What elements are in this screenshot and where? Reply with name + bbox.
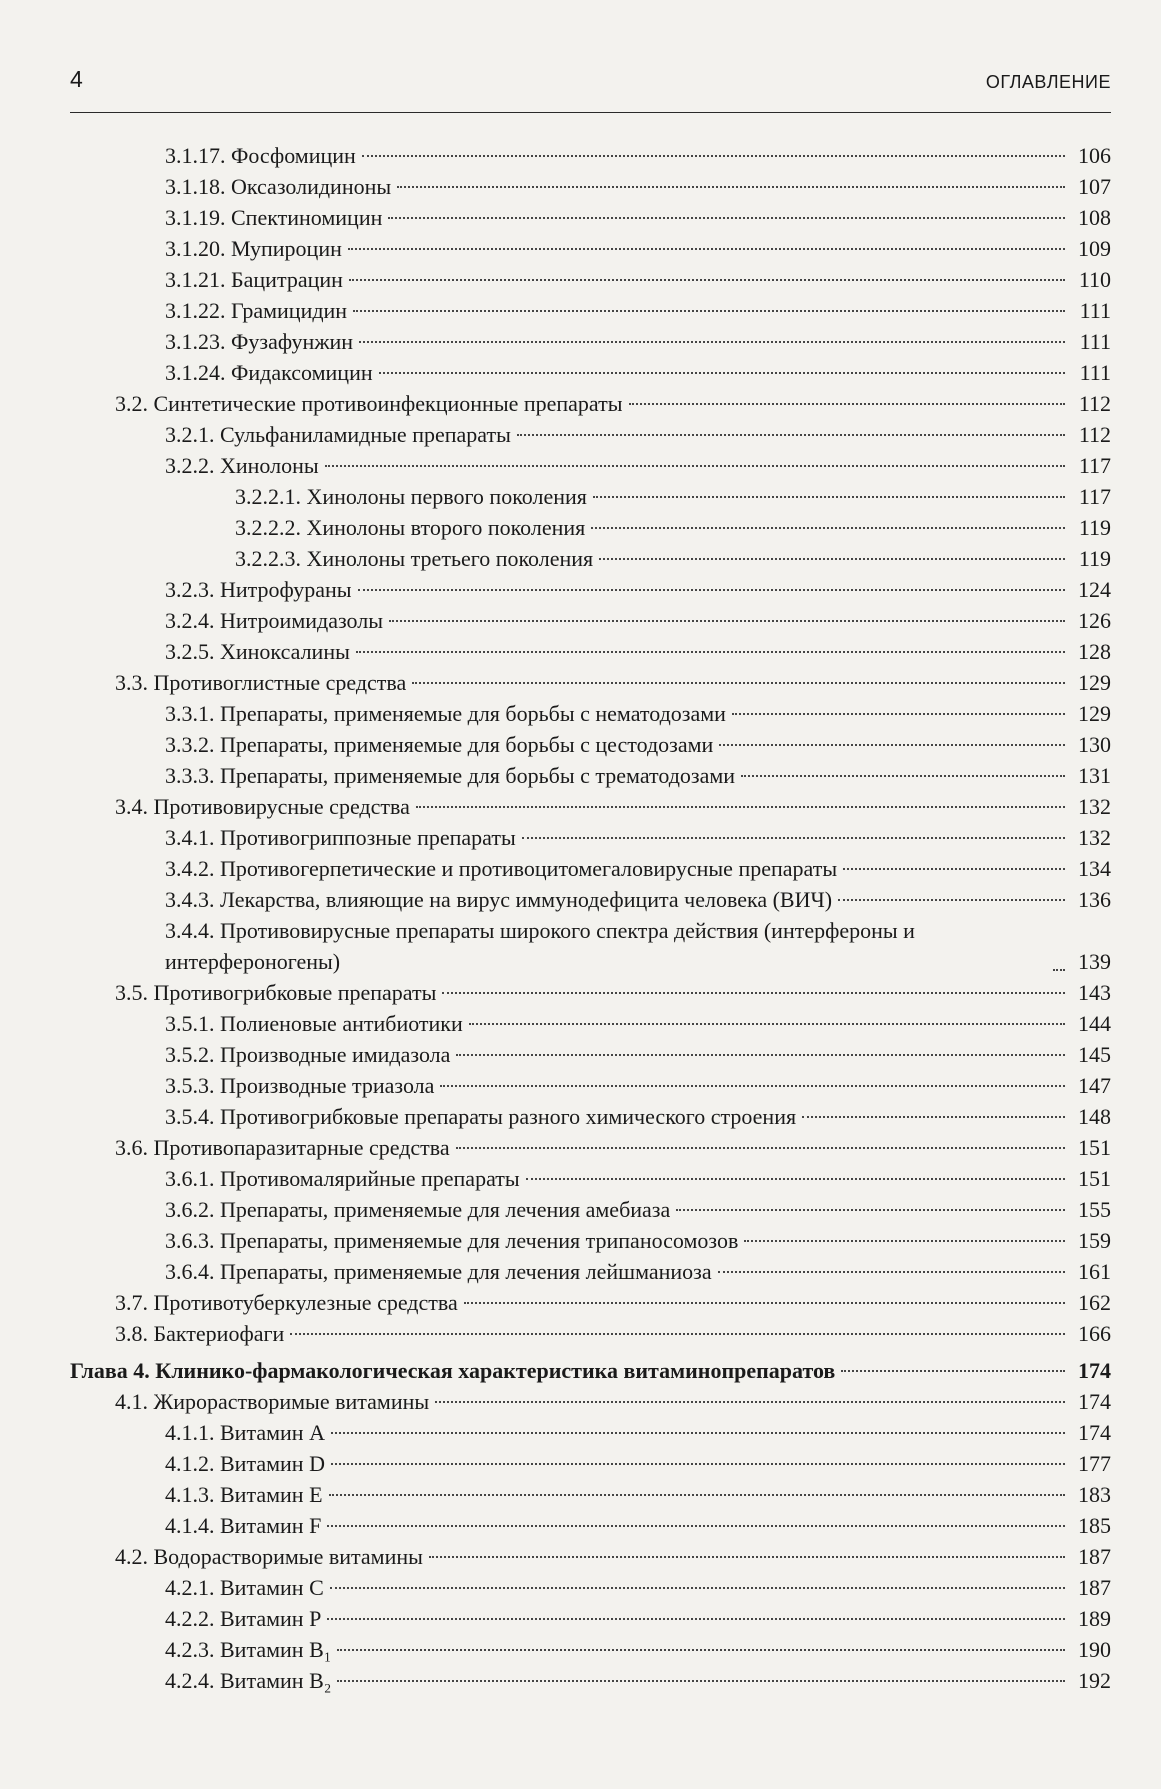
dot-leader (330, 1587, 1065, 1589)
toc-entry-page: 143 (1078, 980, 1111, 1005)
dot-leader (593, 496, 1065, 498)
toc-entry-page: 108 (1078, 205, 1111, 230)
toc-entry-title: 3.2.2.3. Хинолоны третьего поколения (235, 546, 594, 571)
dot-leader (397, 186, 1065, 188)
dot-leader (349, 279, 1065, 281)
header-rule (70, 112, 1111, 113)
toc-entry-page: 106 (1078, 143, 1111, 168)
dot-leader (359, 341, 1065, 343)
toc-entry-page: 134 (1078, 856, 1111, 881)
toc-entry (0, 791, 1161, 822)
dot-leader (802, 1116, 1065, 1118)
toc-entry-title: 3.7. Противотуберкулезные средства (115, 1290, 458, 1315)
dot-leader (522, 837, 1065, 839)
toc-entry-page: 166 (1078, 1321, 1111, 1346)
toc-entry-title: 3.2. Синтетические противоинфекционные препараты (115, 391, 623, 416)
toc-entry-title: 3.2.2. Хинолоны (165, 453, 319, 478)
toc-entry-page: 119 (1078, 515, 1111, 540)
dot-leader (517, 434, 1065, 436)
toc-entry-page: 112 (1078, 391, 1111, 416)
dot-leader (389, 620, 1065, 622)
toc-entry-title: 3.4.4. Противовирусные препараты широкого спектра действия (интерфероны и интерфероногены) (165, 918, 915, 974)
toc-entry-title: 4.2.1. Витамин C (165, 1575, 324, 1600)
toc-entry (0, 1163, 1161, 1194)
toc-entry (0, 1541, 1161, 1572)
toc-entry-page: 177 (1078, 1451, 1111, 1476)
dot-leader (744, 1240, 1065, 1242)
toc-entry (0, 1287, 1161, 1318)
toc-entry-title: 3.6.3. Препараты, применяемые для лечения трипаносомозов (165, 1228, 739, 1253)
toc-entry-title: 3.1.23. Фузафунжин (165, 329, 354, 354)
toc-entry-page: 129 (1078, 670, 1111, 695)
dot-leader (469, 1023, 1065, 1025)
dot-leader (1053, 969, 1065, 971)
dot-leader (838, 899, 1065, 901)
toc-entry-page: 185 (1078, 1513, 1111, 1538)
dot-leader (599, 558, 1065, 560)
toc-entry-title: 3.5.1. Полиеновые антибиотики (165, 1011, 463, 1036)
toc-entry (0, 1070, 1161, 1101)
toc-entry-page: 148 (1078, 1104, 1111, 1129)
toc-entry (0, 760, 1161, 791)
toc-entry-page: 109 (1078, 236, 1111, 261)
toc-entry (0, 326, 1161, 357)
toc-entry (0, 295, 1161, 326)
toc-entry (0, 388, 1161, 419)
toc-entry-page: 124 (1078, 577, 1111, 602)
toc-entry-title: 3.3. Противоглистные средства (115, 670, 407, 695)
toc-entry (0, 450, 1161, 481)
toc-entry-title: 3.2.2.1. Хинолоны первого поколения (235, 484, 587, 509)
toc-entry-page: 110 (1078, 267, 1111, 292)
toc-entry-page: 132 (1078, 825, 1111, 850)
dot-leader (629, 403, 1065, 405)
toc-entry-title: 3.5.2. Производные имидазола (165, 1042, 451, 1067)
toc-chapter-entry (0, 1355, 1161, 1386)
toc-entry (0, 1256, 1161, 1287)
toc-entry (0, 884, 1161, 915)
toc-entry-title: 3.3.1. Препараты, применяемые для борьбы с нематодозами (165, 701, 726, 726)
toc-entry-title: 3.5. Противогрибковые препараты (115, 980, 437, 1005)
toc-entry-title: 3.2.3. Нитрофураны (165, 577, 352, 602)
toc-entry (0, 202, 1161, 233)
toc-entry-title: 3.1.21. Бацитрацин (165, 267, 343, 292)
dot-leader (331, 1463, 1065, 1465)
toc-entry (0, 233, 1161, 264)
toc-entry-page: 130 (1078, 732, 1111, 757)
toc-entry-page: 145 (1078, 1042, 1111, 1067)
dot-leader (356, 651, 1065, 653)
toc-entry (0, 140, 1161, 171)
table-of-contents (0, 140, 1161, 1696)
toc-entry (0, 543, 1161, 574)
toc-entry-page: 117 (1078, 453, 1111, 478)
toc-entry-title: 4.2.4. Витамин B₂ (165, 1668, 332, 1693)
toc-entry (0, 419, 1161, 450)
toc-entry-title: 3.4.3. Лекарства, влияющие на вирус иммунодефицита человека (ВИЧ) (165, 887, 833, 912)
toc-entry-title: 3.3.2. Препараты, применяемые для борьбы с цестодозами (165, 732, 714, 757)
toc-entry-page: 126 (1078, 608, 1111, 633)
toc-entry-title: 4.2.2. Витамин P (165, 1606, 322, 1631)
toc-entry-page: 187 (1078, 1575, 1111, 1600)
toc-entry-page: 147 (1078, 1073, 1111, 1098)
dot-leader (325, 465, 1065, 467)
dot-leader (456, 1054, 1065, 1056)
toc-entry-page: 151 (1078, 1135, 1111, 1160)
toc-entry (0, 1008, 1161, 1039)
toc-entry-page: 159 (1078, 1228, 1111, 1253)
toc-entry-title: 3.6.1. Противомалярийные препараты (165, 1166, 520, 1191)
toc-entry-title: 4.1.3. Витамин E (165, 1482, 323, 1507)
toc-entry (0, 1572, 1161, 1603)
dot-leader (337, 1649, 1065, 1651)
toc-entry (0, 1417, 1161, 1448)
dot-leader (379, 372, 1065, 374)
toc-entry-title: 3.5.4. Противогрибковые препараты разного химического строения (165, 1104, 797, 1129)
toc-entry-title: 4.1.4. Витамин F (165, 1513, 322, 1538)
dot-leader (732, 713, 1065, 715)
toc-entry (0, 1101, 1161, 1132)
toc-entry-page: 155 (1078, 1197, 1111, 1222)
dot-leader (388, 217, 1065, 219)
toc-entry (0, 1665, 1161, 1696)
toc-entry (0, 1039, 1161, 1070)
toc-entry-page: 136 (1078, 887, 1111, 912)
dot-leader (362, 155, 1065, 157)
toc-entry (0, 667, 1161, 698)
page-number: 4 (70, 66, 83, 92)
dot-leader (435, 1401, 1065, 1403)
toc-entry (0, 264, 1161, 295)
dot-leader (841, 1370, 1065, 1372)
toc-entry-title: 3.5.3. Производные триазола (165, 1073, 435, 1098)
dot-leader (718, 1271, 1065, 1273)
toc-entry (0, 605, 1161, 636)
toc-entry-title: 3.1.20. Мупироцин (165, 236, 342, 261)
running-head: ОГЛАВЛЕНИЕ (985, 72, 1111, 92)
toc-entry-page: 187 (1078, 1544, 1111, 1569)
dot-leader (412, 682, 1065, 684)
toc-entry (0, 977, 1161, 1008)
toc-entry (0, 1386, 1161, 1417)
toc-entry-title: 3.6. Противопаразитарные средства (115, 1135, 450, 1160)
toc-entry-page: 174 (1078, 1358, 1111, 1383)
toc-entry-title: 3.2.2.2. Хинолоны второго поколения (235, 515, 586, 540)
toc-entry-page: 117 (1078, 484, 1111, 509)
toc-entry-page: 192 (1078, 1668, 1111, 1693)
dot-leader (327, 1618, 1065, 1620)
toc-entry-title: 3.4.1. Противогриппозные препараты (165, 825, 516, 850)
toc-entry (0, 171, 1161, 202)
toc-entry (0, 1318, 1161, 1349)
toc-entry-page: 174 (1078, 1420, 1111, 1445)
dot-leader (719, 744, 1065, 746)
toc-entry-page: 151 (1078, 1166, 1111, 1191)
toc-entry-title: 3.2.4. Нитроимидазолы (165, 608, 384, 633)
dot-leader (331, 1432, 1065, 1434)
toc-entry-page: 131 (1078, 763, 1111, 788)
toc-entry-page: 189 (1078, 1606, 1111, 1631)
dot-leader (358, 589, 1065, 591)
toc-entry (0, 357, 1161, 388)
toc-entry-page: 190 (1078, 1637, 1111, 1662)
toc-entry-title: 3.4.2. Противогерпетические и противоцитомегаловирусные препараты (165, 856, 838, 881)
toc-entry (0, 1634, 1161, 1665)
toc-entry-page: 119 (1078, 546, 1111, 571)
dot-leader (843, 868, 1065, 870)
toc-entry-title: Глава 4. Клинико-фармакологическая характеристика витаминопрепаратов (70, 1358, 836, 1383)
toc-entry (0, 698, 1161, 729)
dot-leader (416, 806, 1065, 808)
toc-entry-title: 3.1.18. Оксазолидиноны (165, 174, 392, 199)
toc-entry-title: 3.1.24. Фидаксомицин (165, 360, 373, 385)
dot-leader (440, 1085, 1065, 1087)
toc-entry (0, 481, 1161, 512)
dot-leader (337, 1680, 1065, 1682)
dot-leader (676, 1209, 1065, 1211)
dot-leader (290, 1333, 1065, 1335)
toc-entry (0, 1132, 1161, 1163)
toc-entry (0, 822, 1161, 853)
dot-leader (741, 775, 1065, 777)
toc-entry-page: 129 (1078, 701, 1111, 726)
dot-leader (429, 1556, 1065, 1558)
toc-entry-title: 3.2.5. Хиноксалины (165, 639, 350, 664)
dot-leader (348, 248, 1065, 250)
dot-leader (526, 1178, 1065, 1180)
toc-entry-page: 162 (1078, 1290, 1111, 1315)
toc-entry-page: 128 (1078, 639, 1111, 664)
toc-entry (0, 1479, 1161, 1510)
toc-entry-page: 111 (1079, 360, 1111, 385)
toc-entry-title: 3.1.17. Фосфомицин (165, 143, 356, 168)
toc-entry-page: 161 (1078, 1259, 1111, 1284)
toc-entry (0, 915, 1161, 977)
toc-entry-title: 4.1. Жирорастворимые витамины (115, 1389, 430, 1414)
dot-leader (327, 1525, 1065, 1527)
toc-entry-page: 107 (1078, 174, 1111, 199)
toc-entry-title: 4.2.3. Витамин B₁ (165, 1637, 332, 1662)
toc-entry (0, 1225, 1161, 1256)
toc-entry-title: 3.4. Противовирусные средства (115, 794, 410, 819)
toc-entry-title: 4.1.1. Витамин A (165, 1420, 325, 1445)
toc-entry (0, 636, 1161, 667)
toc-entry (0, 1510, 1161, 1541)
toc-entry-page: 139 (1078, 949, 1111, 974)
dot-leader (353, 310, 1065, 312)
toc-entry-title: 3.6.2. Препараты, применяемые для лечения амебиаза (165, 1197, 671, 1222)
toc-entry (0, 1448, 1161, 1479)
toc-entry (0, 853, 1161, 884)
toc-entry-title: 3.8. Бактериофаги (115, 1321, 285, 1346)
dot-leader (442, 992, 1065, 994)
dot-leader (591, 527, 1065, 529)
toc-entry-title: 3.1.19. Спектиномицин (165, 205, 383, 230)
toc-entry (0, 1603, 1161, 1634)
toc-entry-page: 112 (1078, 422, 1111, 447)
toc-entry-page: 144 (1078, 1011, 1111, 1036)
toc-entry-page: 111 (1079, 329, 1111, 354)
toc-entry (0, 729, 1161, 760)
toc-entry-page: 111 (1079, 298, 1111, 323)
toc-entry (0, 1194, 1161, 1225)
toc-entry-title: 3.1.22. Грамицидин (165, 298, 348, 323)
toc-entry-page: 174 (1078, 1389, 1111, 1414)
toc-entry-title: 3.6.4. Препараты, применяемые для лечения лейшманиоза (165, 1259, 712, 1284)
toc-entry (0, 574, 1161, 605)
toc-entry-title: 3.3.3. Препараты, применяемые для борьбы с трематодозами (165, 763, 736, 788)
toc-entry-title: 3.2.1. Сульфаниламидные препараты (165, 422, 511, 447)
dot-leader (456, 1147, 1065, 1149)
toc-entry (0, 512, 1161, 543)
toc-entry-title: 4.2. Водорастворимые витамины (115, 1544, 423, 1569)
toc-entry-title: 4.1.2. Витамин D (165, 1451, 325, 1476)
toc-entry-page: 183 (1078, 1482, 1111, 1507)
toc-entry-page: 132 (1078, 794, 1111, 819)
dot-leader (464, 1302, 1065, 1304)
dot-leader (329, 1494, 1065, 1496)
